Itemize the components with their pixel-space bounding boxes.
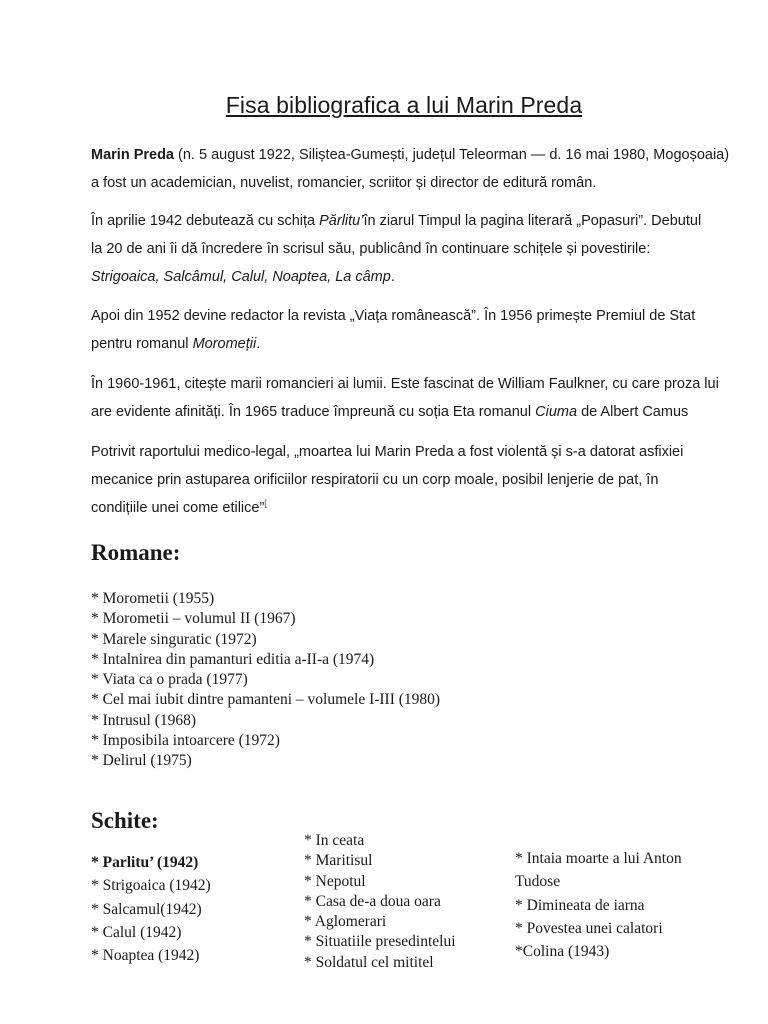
list-item: * Povestea unei calatori — [515, 919, 663, 937]
list-item: * Nepotul — [304, 872, 366, 890]
section-heading-romane: Romane: — [91, 540, 181, 565]
work-title: Părlitu’ — [319, 213, 364, 229]
paragraph-line — [91, 263, 731, 291]
section-heading-schite: Schite: — [91, 808, 159, 833]
paragraph-line — [91, 494, 731, 522]
paragraph-line: Apoi din 1952 devine redactor la revista „Viața românească”. În 1956 primește Premiul de Stat — [91, 308, 696, 324]
work-titles: Strigoaica, Salcâmul, Calul, Noaptea, La câmp — [91, 269, 391, 285]
list-item: * Situatiile presedintelui — [304, 933, 456, 951]
paragraph-line: la 20 de ani îi dă încredere în scrisul său, publicând în continuare schițele și povestirile: — [91, 241, 651, 257]
list-item: * Soldatul cel mititel — [304, 953, 434, 971]
list-item: * Intaia moarte a lui Anton — [515, 850, 682, 867]
list-item: * Imposibila intoarcere (1972) — [91, 732, 280, 750]
schite-column-2 — [304, 831, 456, 973]
list-item: * Viata ca o prada (1977) — [91, 671, 248, 689]
paragraph-text: are evidente afinități. În 1965 traduce împreună cu soția Eta romanul — [91, 404, 536, 420]
list-item: * Parlitu’ (1942) — [91, 854, 199, 871]
paragraph-death — [91, 438, 731, 522]
paragraph-line — [91, 330, 731, 358]
list-item: * Intalnirea din pamanturi editia a-II-a (1974) — [91, 650, 375, 668]
paragraph-text: . — [390, 269, 395, 285]
paragraph-influences — [91, 370, 731, 426]
paragraph-text: în ziarul Timpul la pagina literară „Popasuri”. Debutul — [363, 213, 702, 229]
list-item: *Colina (1943) — [515, 943, 610, 961]
list-item: * Salcamul(1942) — [91, 900, 202, 918]
paragraph-text: condițiile unei come etilice” — [91, 500, 265, 516]
work-title: Moromeții — [192, 336, 257, 352]
list-item: * Delirul (1975) — [91, 752, 192, 770]
paragraph-line — [91, 398, 731, 426]
work-title: Ciuma — [535, 404, 578, 420]
paragraph-line: Potrivit raportului medico-legal, „moartea lui Marin Preda a fost violentă și s-a datorat asfixiei — [91, 444, 684, 460]
list-item: * Morometii – volumul II (1967) — [91, 610, 296, 628]
list-item: * Intrusul (1968) — [91, 711, 197, 729]
paragraph-text: pentru romanul — [91, 336, 193, 352]
list-item: * Casa de-a doua oara — [304, 892, 441, 910]
paragraph-line — [91, 207, 731, 235]
list-item: * Strigoaica (1942) — [91, 877, 211, 895]
list-item: * Dimineata de iarna — [515, 896, 645, 914]
list-item: Tudose — [515, 873, 561, 891]
document-title: Fisa bibliografica a lui Marin Preda — [225, 92, 583, 118]
paragraph-line: În 1960-1961, citește marii romancieri ai lumii. Este fascinat de William Faulkner, cu care proza lui — [91, 376, 719, 392]
author-name: Marin Preda — [91, 147, 174, 163]
paragraph-line: a fost un academician, nuvelist, romancier, scriitor și director de editură român. — [91, 175, 597, 191]
list-item: * Aglomerari — [304, 913, 387, 931]
paragraph-redactor — [91, 302, 731, 358]
list-item: * Calul (1942) — [91, 923, 182, 941]
paragraph-intro — [91, 141, 731, 197]
paragraph-text: În aprilie 1942 debutează cu schița — [91, 213, 320, 229]
paragraph-text: (n. 5 august 1922, Siliștea-Gumești, județul Teleorman — d. 16 mai 1980, Mogoșoaia) — [174, 147, 730, 163]
list-item: * Cel mai iubit dintre pamanteni – volumele I-III (1980) — [91, 691, 441, 709]
paragraph-line: mecanice prin astuparea orificiilor respiratorii cu un corp moale, posibil lenjerie de pat, în — [91, 472, 659, 488]
list-item: * Noaptea (1942) — [91, 947, 200, 965]
paragraph-text: . — [256, 336, 261, 352]
paragraph-line — [91, 141, 731, 169]
list-item: * Maritisul — [304, 852, 373, 870]
reference-link[interactable]: [ — [264, 498, 267, 509]
schite-column-1 — [91, 851, 211, 967]
paragraph-debut — [91, 207, 731, 291]
list-item: * In ceata — [304, 832, 365, 849]
paragraph-text: de Albert Camus — [577, 404, 689, 420]
romane-list — [91, 589, 440, 772]
list-item: * Morometii (1955) — [91, 590, 215, 607]
schite-column-3 — [515, 847, 730, 963]
list-item: * Marele singuratic (1972) — [91, 630, 257, 648]
